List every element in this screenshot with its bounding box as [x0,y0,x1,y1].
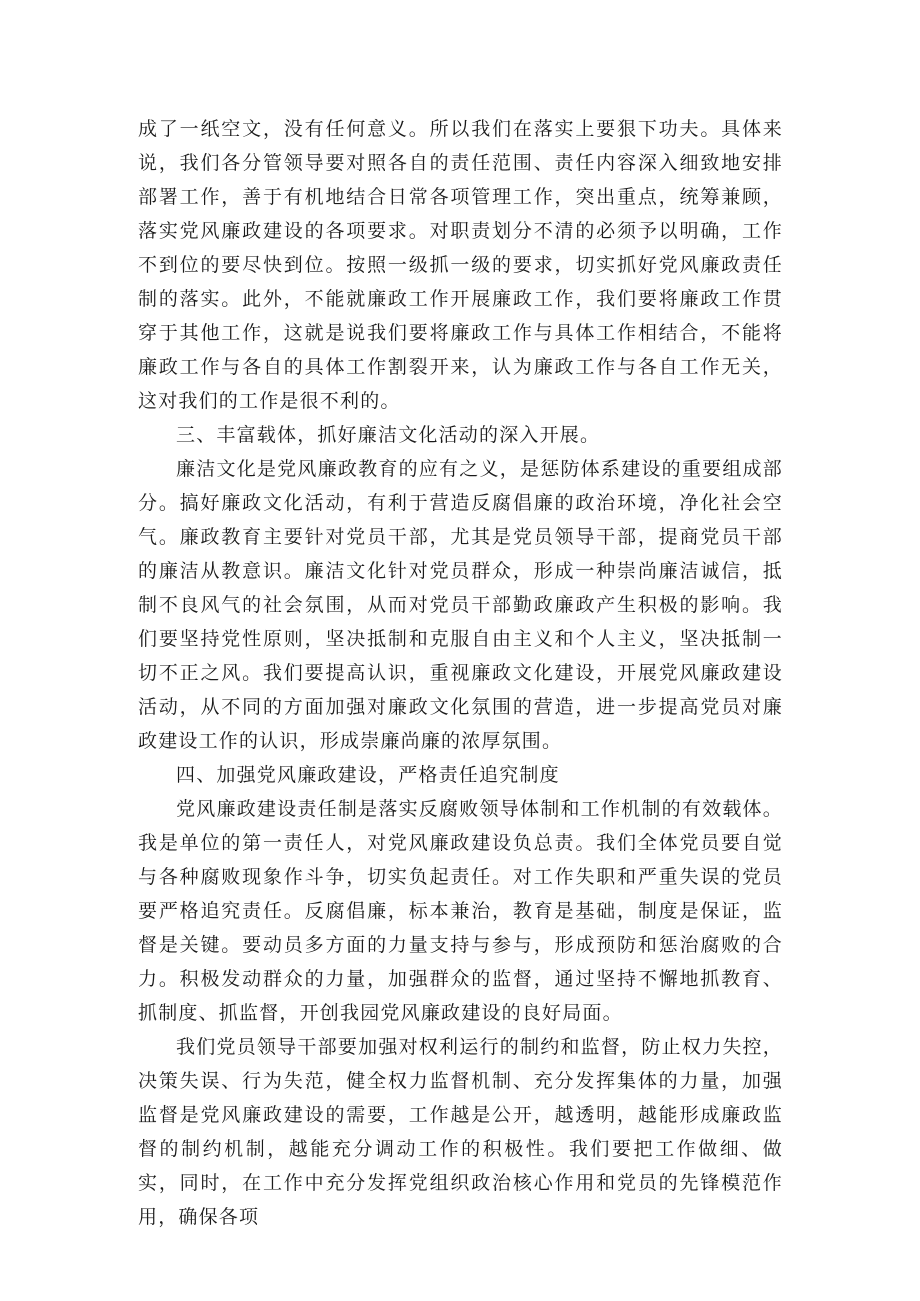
paragraph-power-supervision: 我们党员领导干部要加强对权利运行的制约和监督，防止权力失控，决策失误、行为失范，健全权力监督机制、充分发挥集体的力量，加强监督是党风廉政建设的需要，工作越是公开，越透明，越能形成廉政监督的制约机制，越能充分调动工作的积极性。我们要把工作做细、做实，同时，在工作中充分发挥党组织政治核心作用和党员的先锋模范作用，确保各项 [138,1036,783,1228]
section-heading-4: 四、加强党风廉政建设，严格责任追究制度 [176,764,560,786]
section-heading-3: 三、丰富载体，抓好廉洁文化活动的深入开展。 [176,424,601,446]
paragraph-responsibility-system: 党风廉政建设责任制是落实反腐败领导体制和工作机制的有效载体。我是单位的第一责任人，对党风廉政建设负总责。我们全体党员要自觉与各种腐败现象作斗争，切实负起责任。对工作失职和严重失误的党员要严格追究责任。反腐倡廉，标本兼治，教育是基础，制度是保证，监督是关键。要动员多方面的力量支持与参与，形成预防和惩治腐败的合力。积极发动群众的力量，加强群众的监督，通过坚持不懈地抓教育、抓制度、抓监督，开创我园党风廉政建设的良好局面。 [138,798,783,1024]
document-body [138,112,783,1234]
paragraph-continued: 成了一纸空文，没有任何意义。所以我们在落实上要狠下功夫。具体来说，我们各分管领导要对照各自的责任范围、责任内容深入细致地安排部署工作，善于有机地结合日常各项管理工作，突出重点，统筹兼顾，落实党风廉政建设的各项要求。对职责划分不清的必须予以明确，工作不到位的要尽快到位。按照一级抓一级的要求，切实抓好党风廉政责任制的落实。此外，不能就廉政工作开展廉政工作，我们要将廉政工作贯穿于其他工作，这就是说我们要将廉政工作与具体工作相结合，不能将廉政工作与各自的具体工作割裂开来，认为廉政工作与各自工作无关，这对我们的工作是很不利的。 [138,118,783,412]
paragraph-integrity-culture: 廉洁文化是党风廉政教育的应有之义，是惩防体系建设的重要组成部分。搞好廉政文化活动，有利于营造反腐倡廉的政治环境，净化社会空气。廉政教育主要针对党员干部，尤其是党员领导干部，提商党员干部的廉洁从教意识。廉洁文化针对党员群众，形成一种崇尚廉洁诚信，抵制不良风气的社会氛围，从而对党员干部勤政廉政产生积极的影响。我们要坚持党性原则，坚决抵制和克服自由主义和个人主义，坚决抵制一切不正之风。我们要提高认识，重视廉政文化建设，开展党风廉政建设活动，从不同的方面加强对廉政文化氛围的营造，进一步提高党员对廉政建设工作的认识，形成崇廉尚廉的浓厚氛围。 [138,458,783,752]
